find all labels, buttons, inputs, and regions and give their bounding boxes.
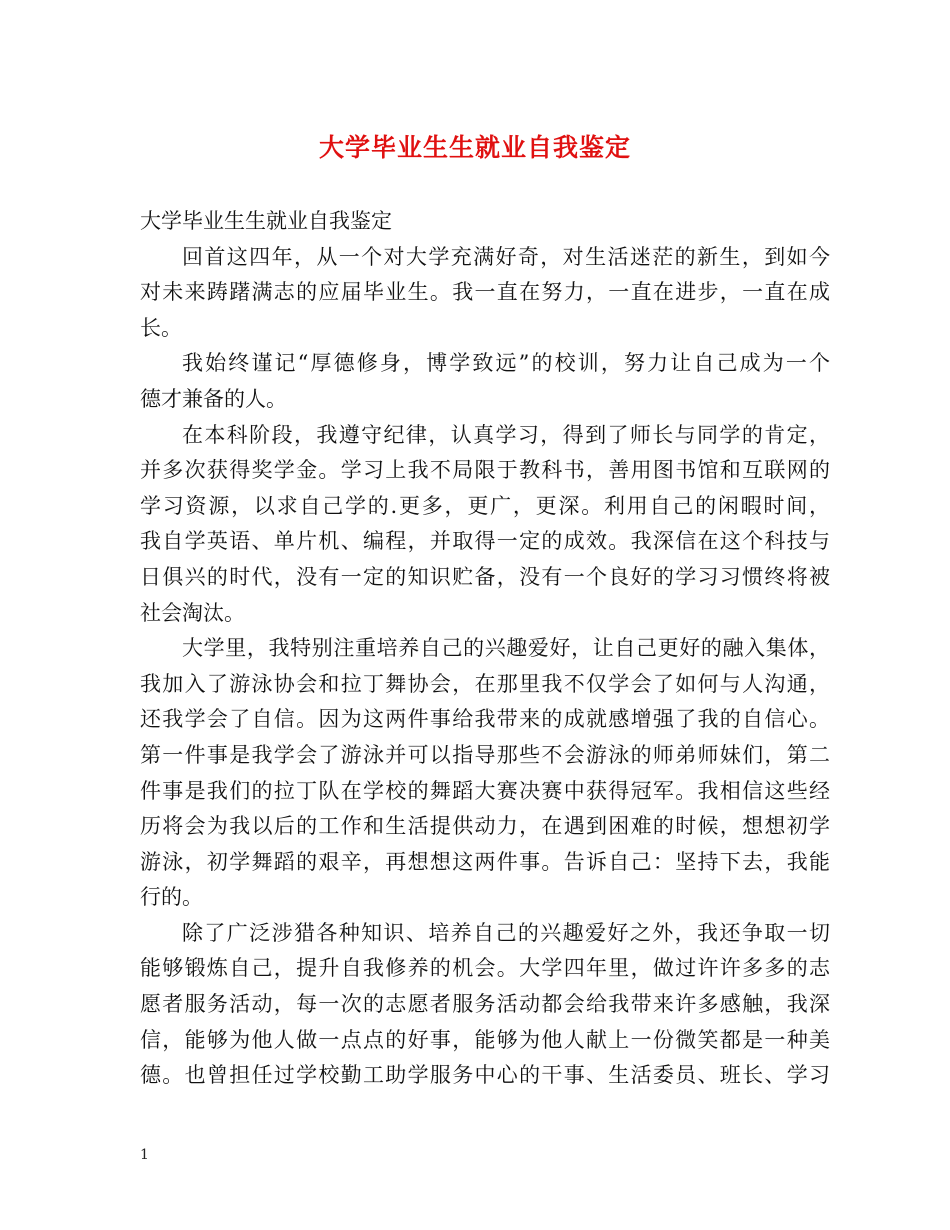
text-line: 德才兼备的人。 xyxy=(140,386,287,411)
text-line: 回首这四年，从一个对大学充满好奇，对生活迷茫的新生，到如今 xyxy=(182,244,830,269)
text-line: 行的。 xyxy=(140,885,203,910)
document-body xyxy=(140,204,830,1094)
text-line: 件事是我们的拉丁队在学校的舞蹈大赛决赛中获得冠军。我相信这些经 xyxy=(140,778,830,803)
text-line: 学习资源，以求自己学的.更多，更广，更深。利用自己的闲暇时间， xyxy=(140,493,830,518)
text-line: 我始终谨记“厚德修身，博学致远”的校训，努力让自己成为一个 xyxy=(182,351,830,376)
page-number: 1 xyxy=(140,1147,149,1163)
text-line: 在本科阶段，我遵守纪律，认真学习，得到了师长与同学的肯定， xyxy=(182,422,830,447)
text-line: 第一件事是我学会了游泳并可以指导那些不会游泳的师弟师妹们，第二 xyxy=(140,742,830,767)
text-line: 并多次获得奖学金。学习上我不局限于教科书，善用图书馆和互联网的 xyxy=(140,458,830,483)
text-line: 能够锻炼自己，提升自我修养的机会。大学四年里，做过许许多多的志 xyxy=(140,956,830,981)
text-line: 除了广泛涉猎各种知识、培养自己的兴趣爱好之外，我还争取一切 xyxy=(182,920,830,945)
text-line: 还我学会了自信。因为这两件事给我带来的成就感增强了我的自信心。 xyxy=(140,707,830,732)
text-line: 对未来踌躇满志的应届毕业生。我一直在努力，一直在进步，一直在成 xyxy=(140,280,830,305)
text-line: 愿者服务活动，每一次的志愿者服务活动都会给我带来许多感触，我深 xyxy=(140,992,830,1017)
text-line: 长。 xyxy=(140,315,182,340)
text-line: 我加入了游泳协会和拉丁舞协会，在那里我不仅学会了如何与人沟通， xyxy=(140,671,830,696)
text-line: 历将会为我以后的工作和生活提供动力，在遇到困难的时候，想想初学 xyxy=(140,814,830,839)
text-line: 社会淘汰。 xyxy=(140,600,245,625)
text-line: 信，能够为他人做一点点的好事，能够为他人献上一份微笑都是一种美 xyxy=(140,1027,830,1052)
text-line: 德。也曾担任过学校勤工助学服务中心的干事、生活委员、班长、学习 xyxy=(140,1063,830,1088)
document-title: 大学毕业生生就业自我鉴定 xyxy=(318,133,631,162)
text-line: 大学毕业生生就业自我鉴定 xyxy=(140,209,392,233)
text-line: 游泳，初学舞蹈的艰辛，再想想这两件事。告诉自己：坚持下去，我能 xyxy=(140,849,830,874)
text-line: 大学里，我特别注重培养自己的兴趣爱好，让自己更好的融入集体， xyxy=(182,636,830,661)
text-line: 我自学英语、单片机、编程，并取得一定的成效。我深信在这个科技与 xyxy=(140,529,830,554)
text-line: 日俱兴的时代，没有一定的知识贮备，没有一个良好的学习习惯终将被 xyxy=(140,564,830,589)
